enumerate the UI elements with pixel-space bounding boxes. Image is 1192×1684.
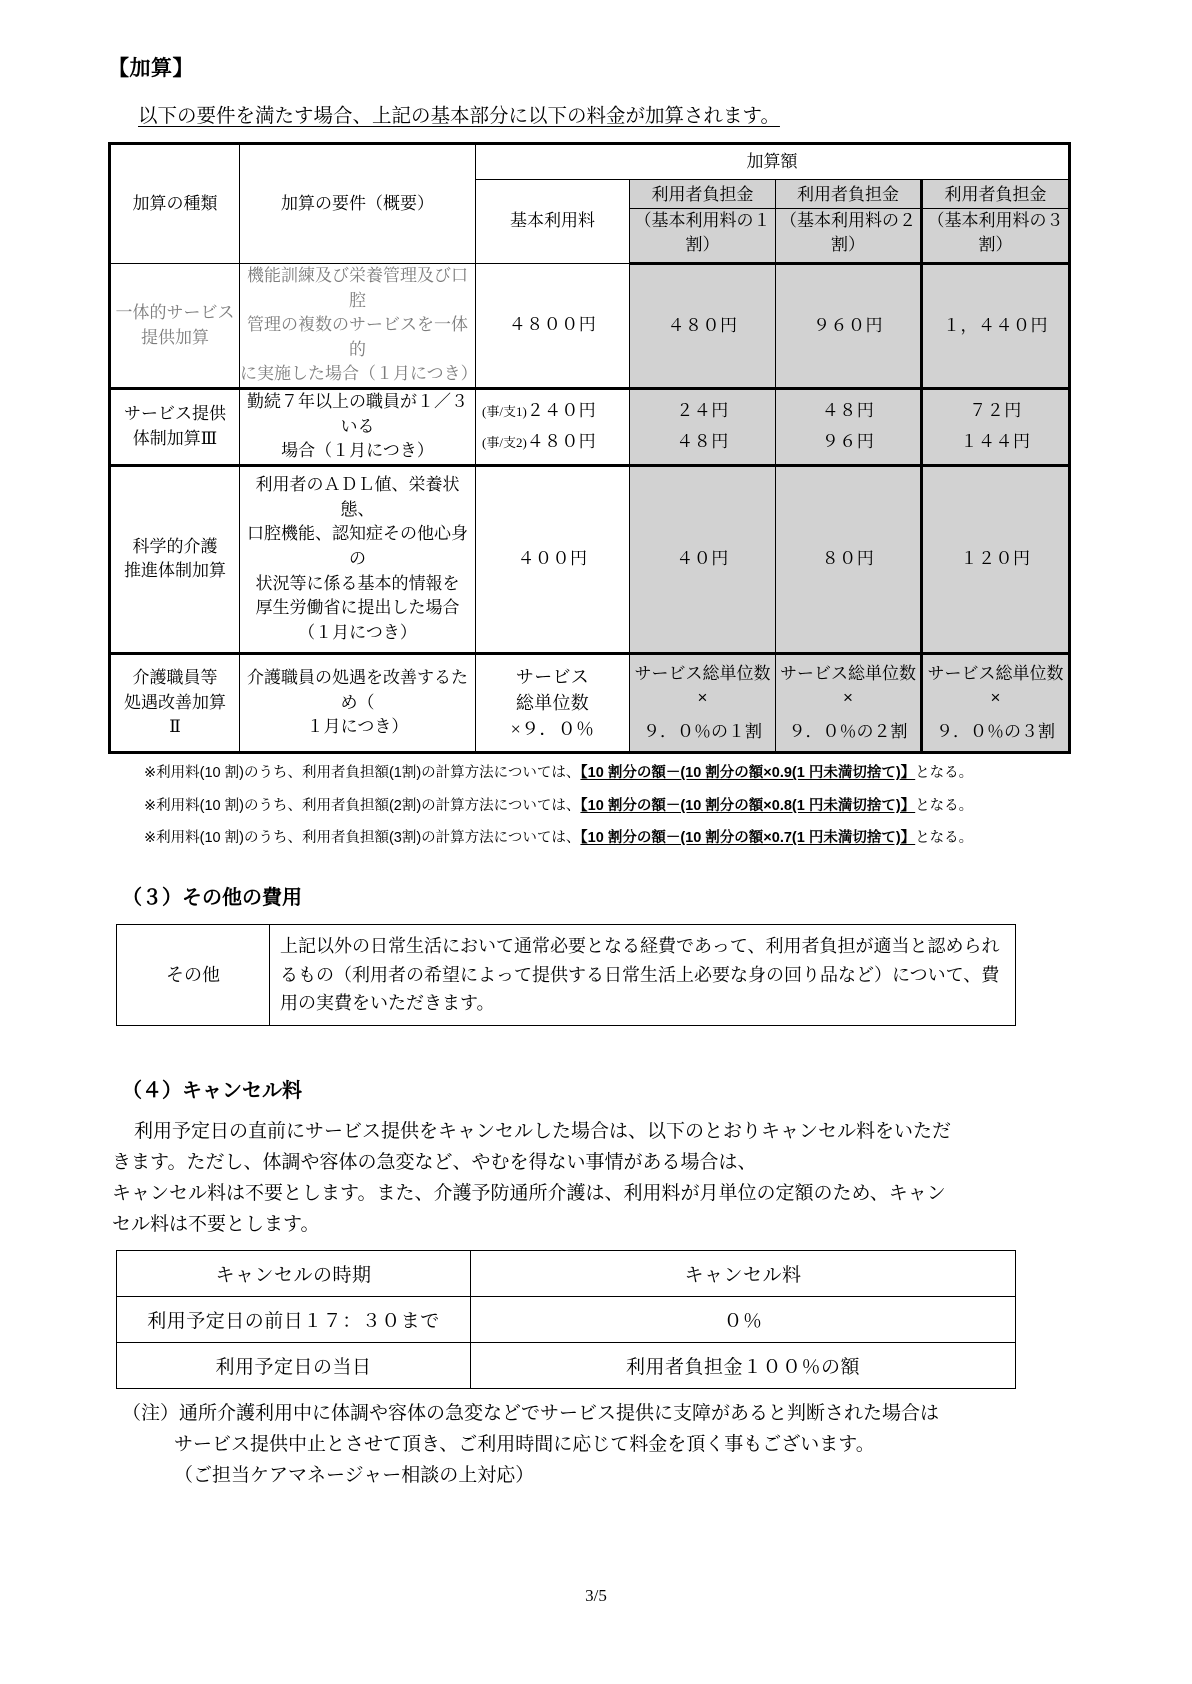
note-3 xyxy=(144,829,1092,847)
other-cost-line3: 用の実費をいただきます。 xyxy=(280,993,495,1014)
cancel-fee-table xyxy=(116,1250,1016,1389)
row-2-burden-2 xyxy=(776,389,922,466)
header-kasan-type: 加算の種類 xyxy=(110,144,240,264)
row-4-burden-2-line2: ９．０％の２割 xyxy=(788,721,908,741)
row-4-type-line1: 介護職員等 xyxy=(132,668,218,688)
row-2-burden-1-b: ４８円 xyxy=(676,432,729,452)
kasan-table xyxy=(108,142,1071,754)
row-3-burden-1: ４０円 xyxy=(630,466,776,653)
cancel-footnote-line2: サービス提供中止とさせて頂き、ご利用時間に応じて料金を頂く事もございます。 xyxy=(174,1434,875,1456)
header-burden-1-line2: （基本利用料の１ xyxy=(634,210,771,230)
header-burden-3-line3: 割） xyxy=(978,235,1013,255)
header-burden-3-line1: 利用者負担金 xyxy=(922,180,1070,209)
row-4-burden-2-line1: サービス総単位数× xyxy=(780,663,916,708)
cancel-header-timing: キャンセルの時期 xyxy=(117,1251,471,1297)
cancel-row-1-fee: ０％ xyxy=(471,1297,1016,1343)
other-cost-table xyxy=(116,924,1016,1026)
row-1-requirement xyxy=(240,263,476,388)
row-4-base-line1: サービス xyxy=(515,666,590,687)
row-1-burden-2: ９６０円 xyxy=(776,263,922,388)
header-burden-2-line3: 割） xyxy=(831,235,865,255)
lead-paragraph-wrap xyxy=(108,100,1092,142)
section-heading-cancel: （４）キャンセル料 xyxy=(122,1080,302,1103)
header-kasan-amount-group: 加算額 xyxy=(476,144,1070,180)
row-1-base: ４８００円 xyxy=(476,263,630,388)
header-burden-3-detail xyxy=(922,208,1070,263)
row-4-burden-3-line1: サービス総単位数× xyxy=(927,663,1064,708)
row-2-req-line2: 場合（１月につき） xyxy=(281,441,434,461)
other-cost-line1: 上記以外の日常生活において通常必要となる経費であって、利用者負担が適当と認められ xyxy=(280,935,1000,956)
cancel-footnote-line3: （ご担当ケアマネージャー相談の上対応） xyxy=(174,1464,535,1486)
row-2-burden-2-a: ４８円 xyxy=(821,401,875,421)
cancel-paragraph-line4: セル料は不要とします。 xyxy=(112,1213,320,1235)
cancel-row-1-timing: 利用予定日の前日１７：３０まで xyxy=(117,1297,471,1343)
row-3-req-line5: （１月につき） xyxy=(298,622,417,642)
row-4-base-line3: ×９．０％ xyxy=(510,719,595,740)
row-2-base-sub1-label: (事/支1) xyxy=(482,404,527,420)
cancel-row-2-timing: 利用予定日の当日 xyxy=(117,1343,471,1389)
row-2-req-line1: 勤続７年以上の職員が１／３いる xyxy=(247,392,468,436)
row-3-type xyxy=(110,466,240,653)
row-2-base-sub2-label: (事/支2) xyxy=(482,435,527,451)
cancel-paragraph-line2: きます。ただし、体調や容体の急変など、やむを得ない事情がある場合は、 xyxy=(112,1151,757,1173)
cancel-header-fee: キャンセル料 xyxy=(471,1251,1016,1297)
row-1-type-line1: 一体的サービス xyxy=(115,302,235,322)
row-2-base-sub1-value: ２４０円 xyxy=(526,401,596,421)
row-4-burden-3 xyxy=(922,653,1070,753)
table-header-row-1 xyxy=(110,144,1070,180)
note-1-pre: ※利用料(10 割)のうち、利用者負担額(1割)の計算方法については、 xyxy=(144,765,581,782)
cancel-paragraph-line3: キャンセル料は不要とします。また、介護予防通所介護は、利用料が月単位の定額のため、キャン xyxy=(112,1182,946,1204)
header-burden-1-line3: 割） xyxy=(685,235,720,255)
row-3-type-line1: 科学的介護 xyxy=(132,536,218,556)
row-2-base xyxy=(476,389,630,466)
row-2-burden-3-b: １４４円 xyxy=(960,432,1031,452)
note-1-post: となる。 xyxy=(915,765,974,782)
note-2-pre: ※利用料(10 割)のうち、利用者負担額(2割)の計算方法については、 xyxy=(144,797,581,814)
row-4-burden-2 xyxy=(776,653,922,753)
row-3-burden-3: １２０円 xyxy=(922,466,1070,653)
row-2-burden-3-a: ７２円 xyxy=(969,401,1022,421)
note-3-post: となる。 xyxy=(915,829,974,846)
section-heading-other-cost: （３）その他の費用 xyxy=(122,886,302,909)
row-4-base-line2: 総単位数 xyxy=(515,692,590,713)
row-2-base-sub2-value: ４８０円 xyxy=(526,432,596,452)
note-1-boxed: 【10 割分の額－(10 割分の額×0.9(1 円未満切捨て)】 xyxy=(580,765,916,782)
cancel-row-2-fee: 利用者負担金１００％の額 xyxy=(471,1343,1016,1389)
row-3-req-line2: 口腔機能、認知症その他心身の xyxy=(247,524,468,568)
row-2-base-sub2 xyxy=(482,430,623,455)
row-4-type-line2: 処遇改善加算 xyxy=(124,692,226,712)
row-4-base xyxy=(476,653,630,753)
table-row xyxy=(110,263,1070,388)
other-cost-row xyxy=(117,924,1016,1025)
other-cost-line2: るもの（利用者の希望によって提供する日常生活上必要な身の回り品など）について、費 xyxy=(280,964,1000,985)
row-4-burden-3-line2: ９．０％の３割 xyxy=(936,721,1055,741)
row-3-req-line4: 厚生労働省に提出した場合 xyxy=(255,598,460,618)
row-1-req-line1: 機能訓練及び栄養管理及び口腔 xyxy=(247,265,468,310)
row-2-requirement xyxy=(240,389,476,466)
row-3-base: ４００円 xyxy=(476,466,630,653)
row-3-req-line3: 状況等に係る基本的情報を xyxy=(255,573,460,593)
row-4-type-line3: Ⅱ xyxy=(169,717,181,737)
row-1-type-line2: 提供加算 xyxy=(141,327,209,347)
header-burden-2-line1: 利用者負担金 xyxy=(776,180,922,209)
row-4-requirement xyxy=(240,653,476,753)
other-cost-body xyxy=(270,924,1016,1025)
row-1-type xyxy=(110,263,240,388)
row-2-type xyxy=(110,389,240,466)
note-3-pre: ※利用料(10 割)のうち、利用者負担額(3割)の計算方法については、 xyxy=(144,829,581,846)
row-2-burden-2-b: ９６円 xyxy=(821,432,875,452)
row-2-burden-1-a: ２４円 xyxy=(676,401,729,421)
page-title: 【加算】 xyxy=(108,56,194,80)
cancel-table-header-row xyxy=(117,1251,1016,1297)
row-2-burden-1 xyxy=(630,389,776,466)
row-4-type xyxy=(110,653,240,753)
calculation-notes xyxy=(144,764,1092,846)
table-row xyxy=(110,466,1070,653)
table-row xyxy=(110,653,1070,753)
row-3-burden-2: ８０円 xyxy=(776,466,922,653)
cancel-paragraph-line1: 利用予定日の直前にサービス提供をキャンセルした場合は、以下のとおりキャンセル料をいただ xyxy=(134,1121,952,1143)
row-2-base-sub1 xyxy=(482,399,623,424)
header-burden-2-detail xyxy=(776,208,922,263)
cancel-paragraph xyxy=(112,1117,1092,1240)
note-2-post: となる。 xyxy=(915,797,974,814)
row-3-req-line1: 利用者のＡＤＬ値、栄養状態、 xyxy=(255,475,460,519)
header-kasan-requirement: 加算の要件（概要） xyxy=(240,144,476,264)
note-2 xyxy=(144,797,1092,815)
cancel-footnote-line1: （注）通所介護利用中に体調や容体の急変などでサービス提供に支障があると判断された場合は xyxy=(122,1403,940,1425)
row-1-req-line2: 管理の複数のサービスを一体的 xyxy=(247,315,468,359)
row-1-burden-3: １，４４０円 xyxy=(922,263,1070,388)
table-row xyxy=(110,389,1070,466)
row-2-burden-3 xyxy=(922,389,1070,466)
lead-paragraph: 以下の要件を満たす場合、上記の基本部分に以下の料金が加算されます。 xyxy=(138,106,780,127)
row-1-burden-1: ４８０円 xyxy=(630,263,776,388)
row-4-burden-1 xyxy=(630,653,776,753)
row-4-req-line2: １月につき） xyxy=(306,717,409,737)
table-row xyxy=(117,1343,1016,1389)
cancel-footnote xyxy=(122,1399,1092,1491)
note-2-boxed: 【10 割分の額－(10 割分の額×0.8(1 円未満切捨て)】 xyxy=(580,797,916,814)
row-4-burden-1-line2: ９．０％の１割 xyxy=(643,721,762,741)
header-burden-1-detail xyxy=(630,208,776,263)
note-1 xyxy=(144,764,1092,782)
row-4-burden-1-line1: サービス総単位数× xyxy=(634,663,771,708)
header-burden-3-line2: （基本利用料の３ xyxy=(927,210,1064,230)
note-3-boxed: 【10 割分の額－(10 割分の額×0.7(1 円未満切捨て)】 xyxy=(580,829,916,846)
header-burden-1-line1: 利用者負担金 xyxy=(630,180,776,209)
table-row xyxy=(117,1297,1016,1343)
page-number: 3/5 xyxy=(585,1586,607,1605)
header-burden-2-line2: （基本利用料の２ xyxy=(780,210,916,230)
header-base-fee: 基本利用料 xyxy=(476,180,630,264)
row-1-req-line3: に実施した場合（１月につき） xyxy=(240,364,478,384)
row-3-type-line2: 推進体制加算 xyxy=(124,561,226,581)
row-2-type-line1: サービス提供 xyxy=(124,404,226,424)
row-4-req-line1: 介護職員の処遇を改善するため（ xyxy=(247,668,468,712)
other-cost-label: その他 xyxy=(117,924,270,1025)
row-2-type-line2: 体制加算Ⅲ xyxy=(132,429,218,449)
row-3-requirement xyxy=(240,466,476,653)
